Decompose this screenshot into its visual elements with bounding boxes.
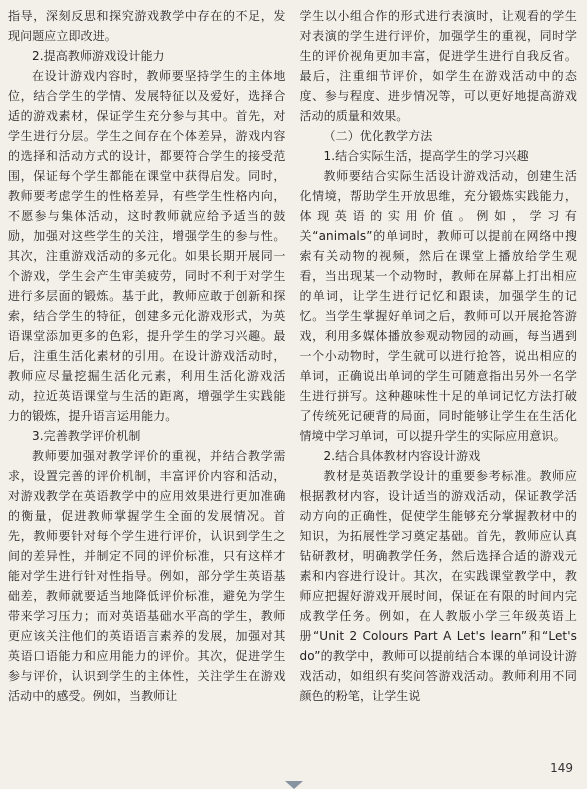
section-heading: 1.结合实际生活，提高学生的学习兴趣 (323, 149, 529, 163)
page-number: 149 (550, 761, 573, 775)
section-heading: 2.结合具体教材内容设计游戏 (323, 449, 481, 463)
paragraph: 教材是英语教学设计的重要参考标准。教师应根据教材内容，设计适当的游戏活动，保证教学活动方向的正确性，促使学生能够充分掌握教材中的知识，为拓展性学习奠定基础。首先，教师应认真钻研教材，明确教学任务，然后选择合适的游戏元素和内容进行设计。其次，在实践课堂教学中，教师应把握好游戏开展时间，保证在有限的时间内完成教学任务。例如，在人教版小学三年级英语上册“Unit 2 Colours Part A Let's learn”和“Let's do”的教学中，教师可以提前结合本课的单词设计游戏活动，如组织有奖问答游戏活动。教师利用不同颜色的粉笔，让学生说 (299, 469, 577, 703)
section-heading: （二）优化教学方法 (323, 129, 433, 143)
section-heading: 2.提高教师游戏设计能力 (32, 49, 165, 63)
paragraph: 教师要结合实际生活设计游戏活动，创建生活化情境，帮助学生开放思维，充分锻炼实践能力，体现英语的实用价值。例如，学习有关“animals”的单词时，教师可以提前在网络中搜索有关动物的视频，然后在课堂上播放给学生观看，当出现某一个动物时，教师在屏幕上打出相应的单词，让学生进行记忆和跟读，加强学生的记忆。当学生掌握好单词之后，教师可以开展抢答游戏，利用多媒体播放参观动物园的动画，每当遇到一个小动物时，学生就可以进行抢答，说出相应的单词，正确说出单词的学生可随意指出另外一名学生进行拼写。这种趣味性十足的单词记忆方法打破了传统死记硬背的局面，同时能够让学生在生活化情境中学习单词，可以提升学生的实际应用意识。 (299, 169, 577, 443)
paragraph: 指导，深刻反思和探究游戏教学中存在的不足，发现问题应立即改进。 (8, 9, 286, 43)
section-heading: 3.完善教学评价机制 (32, 429, 141, 443)
paragraph: 教师要加强对教学评价的重视，并结合教学需求，设置完善的评价机制，丰富评价内容和活动，对游戏教学在英语教学中的应用效果进行更加准确的衡量，促进教师掌握学生全面的发展情况。首先，教师要针对每个学生进行评价，认识到学生之间的差异性，并制定不同的评价标准，只有这样才能对学生进行针对性指导。例如，部分学生英语基础差，教师就要适当地降低评价标准，避免为学生带来学习压力；而对英语基础水平高的学生，教师更应该关注他们的英语语言素养的发展，加强对其英语口语能力和应用能力的评价。其次，促进学生参与评价，认识到学生的主体性，关注学生在游戏活动中的感受。例如，当教师让 (8, 449, 286, 703)
left-column (8, 6, 286, 706)
two-column-layout (8, 6, 577, 706)
paragraph: 学生以小组合作的形式进行表演时，让观看的学生对表演的学生进行评价，加强学生的重视，同时学生的评价视角更加丰富，促进学生进行自我反省。最后，注重细节评价，如学生在游戏活动中的态度、参与程度、进步情况等，可以更好地提高游戏活动的质量和效果。 (299, 9, 577, 123)
paragraph: 在设计游戏内容时，教师要坚持学生的主体地位，结合学生的学情、发展特征以及爱好，选择合适的游戏素材，保证学生充分参与其中。首先，对学生进行分层。学生之间存在个体差异，游戏内容的选择和活动方式的设计，都要符合学生的接受范围，保证每个学生都能在课堂中获得启发。同时，教师要考虑学生的性格差异，有些学生性格内向，不愿参与集体活动，这时教师就应给予适当的鼓励，加强对这些学生的关注，增强学生的参与性。其次，注重游戏活动的多元化。如果长期开展同一个游戏，学生会产生审美疲劳，同时不利于对学生进行多层面的锻炼。基于此，教师应敢于创新和探索，结合学生的特征，创建多元化游戏形式，为英语课堂添加更多的色彩，提升学生的学习兴趣。最后，注重生活化素材的引用。在设计游戏活动时，教师应尽量挖掘生活化元素，利用生活化游戏活动，拉近英语课堂与生活的距离，增强学生实践能力的锻炼，提升语言运用能力。 (8, 69, 286, 423)
right-column (300, 6, 578, 706)
scroll-down-icon[interactable] (285, 781, 303, 789)
